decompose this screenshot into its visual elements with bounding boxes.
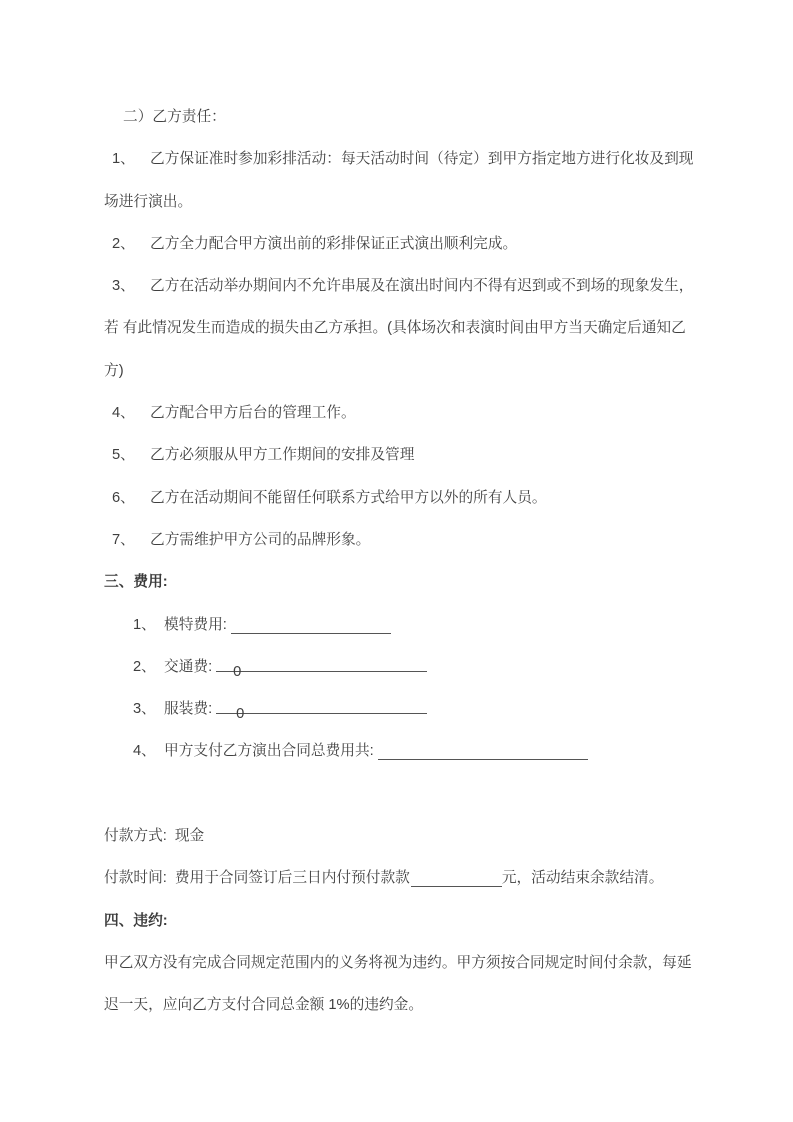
party-b-item-3 <box>104 265 698 307</box>
fee-label: 交通费: <box>164 658 213 675</box>
party-b-item-3-wrap-1: 若 有此情况发生而造成的损失由乙方承担。(具体场次和表演时间由甲方当天确定后通知乙 <box>104 320 686 337</box>
list-number: 7、 <box>112 531 135 548</box>
fee-label: 甲方支付乙方演出合同总费用共: <box>164 743 374 760</box>
list-text: 乙方需维护甲方公司的品牌形象。 <box>150 531 371 548</box>
transport-fee-blank: 0 <box>216 651 427 672</box>
payment-method-value: 现金 <box>174 828 205 845</box>
payment-time-text-after: 元，活动结束余款结清。 <box>501 870 664 887</box>
fee-label: 服装费: <box>164 701 213 718</box>
fee-label: 模特费用: <box>164 616 227 633</box>
payment-time-line <box>104 857 698 899</box>
party-b-item-1 <box>104 138 698 180</box>
list-text: 乙方在活动举办期间内不允许串展及在演出时间内不得有迟到或不到场的现象发生， <box>150 278 694 295</box>
prepayment-amount-blank <box>411 866 502 887</box>
list-number: 2、 <box>133 658 156 675</box>
breach-paragraph-line-1: 甲乙双方没有完成合同规定范围内的义务将视为违约。甲方须按合同规定时间付余款，每延 <box>104 954 692 971</box>
party-b-item-1-wrap: 场进行演出。 <box>104 193 193 210</box>
fee-item-model-fee <box>104 604 698 646</box>
fee-item-transport-fee <box>104 646 698 688</box>
list-number: 4、 <box>112 405 135 422</box>
breach-paragraph-line-2: 迟一天，应向乙方支付合同总金额 1%的违约金。 <box>104 997 424 1014</box>
list-number: 3、 <box>112 278 135 295</box>
party-b-item-6 <box>104 477 698 519</box>
blank-line <box>104 773 698 815</box>
list-text: 乙方全力配合甲方演出前的彩排保证正式演出顺利完成。 <box>150 235 518 252</box>
party-b-item-5 <box>104 434 698 476</box>
costume-fee-blank: 0 <box>216 693 427 714</box>
payment-method-label: 付款方式: <box>104 828 167 845</box>
section-heading-breach: 四、违约: <box>104 912 168 929</box>
list-text: 乙方保证准时参加彩排活动：每天活动时间（待定）到甲方指定地方进行化妆及到现 <box>150 151 694 168</box>
payment-method-line <box>104 815 698 857</box>
list-number: 1、 <box>112 151 135 168</box>
list-text: 乙方在活动期间不能留任何联系方式给甲方以外的所有人员。 <box>150 489 547 506</box>
payment-time-label: 付款时间: <box>104 870 167 887</box>
fee-item-total-fee <box>104 730 698 772</box>
model-fee-blank <box>231 613 391 634</box>
list-number: 6、 <box>112 489 135 506</box>
list-number: 3、 <box>133 701 156 718</box>
party-b-item-4 <box>104 392 698 434</box>
section-heading-party-b-responsibilities: 二）乙方责任： <box>123 109 226 125</box>
list-number: 2、 <box>112 235 135 252</box>
list-number: 4、 <box>133 743 156 760</box>
list-text: 乙方必须服从甲方工作期间的安排及管理 <box>150 447 415 464</box>
party-b-item-3-wrap-2: 方) <box>104 362 124 379</box>
list-number: 5、 <box>112 447 135 464</box>
section-heading-fees: 三、费用: <box>104 574 168 591</box>
total-fee-blank <box>378 739 588 760</box>
fee-item-costume-fee <box>104 688 698 730</box>
list-number: 1、 <box>133 616 156 633</box>
list-text: 乙方配合甲方后台的管理工作。 <box>150 405 356 422</box>
payment-time-text-before: 费用于合同签订后三日内付预付款款 <box>174 870 410 887</box>
party-b-item-2 <box>104 223 698 265</box>
party-b-item-7 <box>104 519 698 561</box>
